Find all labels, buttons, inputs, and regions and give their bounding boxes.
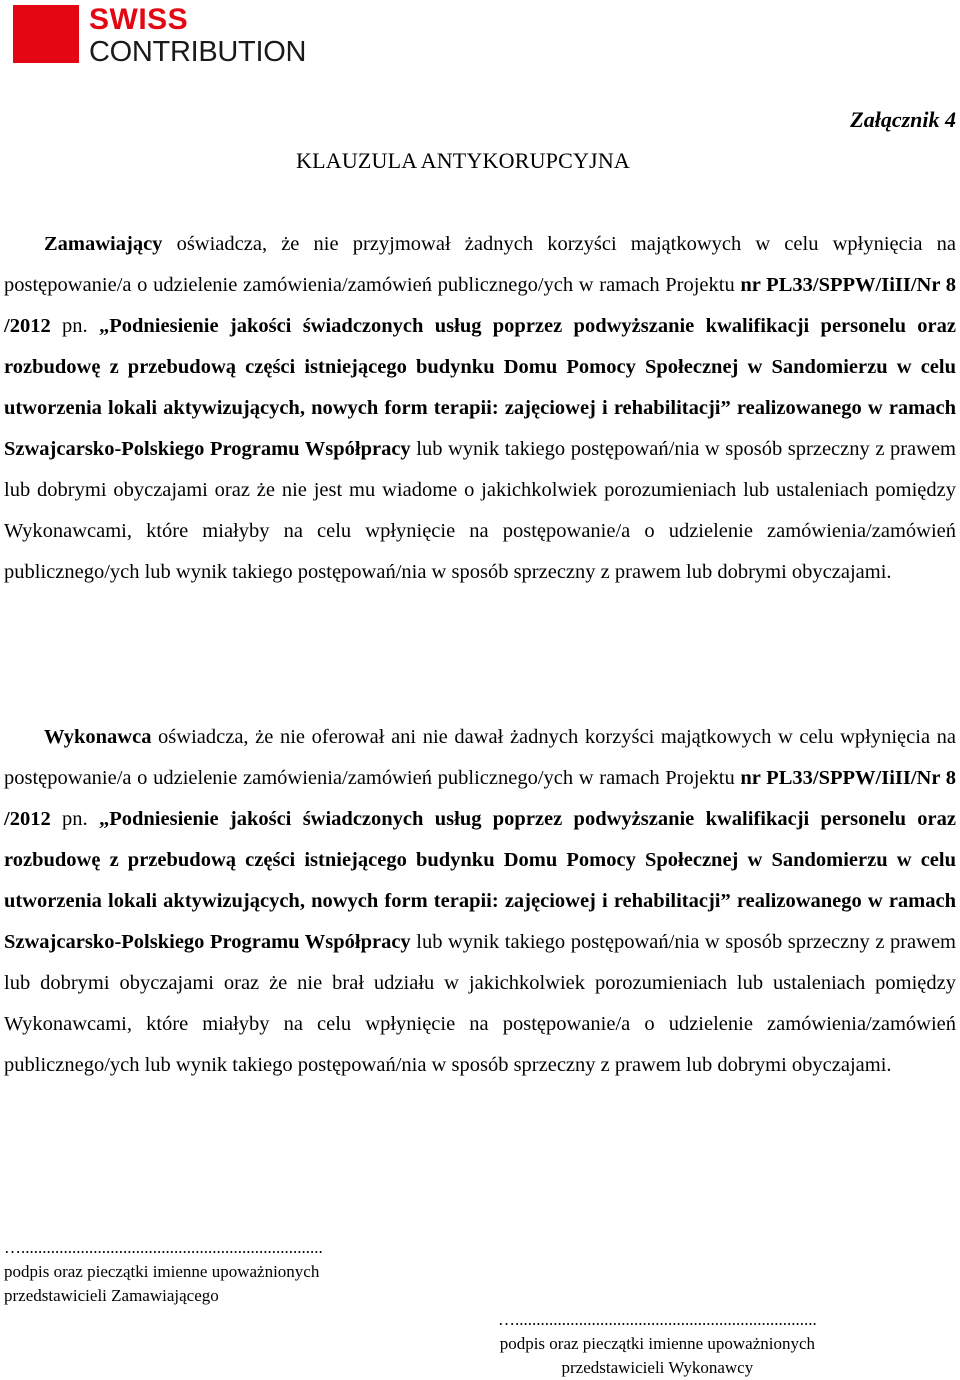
signature-caption: przedstawicieli Wykonawcy (561, 1358, 754, 1377)
paragraph-text: pn. (50, 315, 99, 337)
contractor-label: Wykonawca (44, 726, 152, 748)
client-declaration-paragraph (4, 224, 956, 593)
paragraph-text: oświadcza, że nie oferował ani nie dawał żadnych korzyści majątkowych w celu wpłynięcia na postępowanie/a o udzielenie zamówienia/zamówień publicznego/ych w ramach Projektu (4, 726, 956, 789)
document-title: KLAUZULA ANTYKORUPCYJNA (296, 148, 630, 173)
project-number: nr PL33/SPPW/IiII/Nr 8 /2012 (4, 274, 956, 337)
signature-caption: podpis oraz pieczątki imienne upoważnionych (499, 1334, 816, 1353)
paragraph-text: pn. (50, 808, 99, 830)
project-name: „Podniesienie jakości świadczonych usług poprzez podwyższanie kwalifikacji personelu oraz rozbudowę z przebudową części istniejącego budynku Domu Pomocy Społecznej w Sandomierzu w celu utworzenia lokali aktywizujących, nowych form terapii: zajęciowej i rehabilitacji” realizowanego w ramach Szwajcarsko-Polskiego Programu Współpracy (4, 315, 956, 460)
paragraph-text: lub wynik takiego postępowań/nia w sposób sprzeczny z prawem lub dobrymi obyczajami oraz że nie brał udziału w jakichkolwiek porozumieniach lub ustaleniach pomiędzy Wykonawcami, które miałyby na celu wpłynięcie na postępowanie/a o udzielenie zamówienia/zamówień publicznego/ych lub wynik takiego postępowań/nia w sposób sprzeczny z prawem lub dobrymi obyczajami. (4, 931, 956, 1076)
contractor-declaration-paragraph (4, 717, 956, 1086)
logo-text-contribution: CONTRIBUTION (89, 36, 307, 68)
swiss-contribution-logo (13, 3, 323, 67)
client-signature-block (4, 1236, 323, 1308)
signature-line: …....................................................................... (4, 1238, 323, 1257)
project-number: nr PL33/SPPW/IiII/Nr 8 /2012 (4, 767, 956, 830)
client-label: Zamawiający (44, 233, 163, 255)
paragraph-text: lub wynik takiego postępowań/nia w sposób sprzeczny z prawem lub dobrymi obyczajami oraz że nie jest mu wiadome o jakichkolwiek porozumieniach lub ustaleniach pomiędzy Wykonawcami, które miałyby na celu wpłynięcie na postępowanie/a o udzielenie zamówienia/zamówień publicznego/ych lub wynik takiego postępowań/nia w sposób sprzeczny z prawem lub dobrymi obyczajami. (4, 438, 956, 583)
contractor-signature-block (498, 1308, 817, 1380)
paragraph-text: oświadcza, że nie przyjmował żadnych korzyści majątkowych w celu wpłynięcia na postępowanie/a o udzielenie zamówienia/zamówień publicznego/ych w ramach Projektu (4, 233, 956, 296)
project-name: „Podniesienie jakości świadczonych usług poprzez podwyższanie kwalifikacji personelu oraz rozbudowę z przebudową części istniejącego budynku Domu Pomocy Społecznej w Sandomierzu w celu utworzenia lokali aktywizujących, nowych form terapii: zajęciowej i rehabilitacji” realizowanego w ramach Szwajcarsko-Polskiego Programu Współpracy (4, 808, 956, 953)
signature-caption: przedstawicieli Zamawiającego (4, 1286, 219, 1305)
signature-line: …....................................................................... (498, 1310, 817, 1329)
logo-red-square (13, 5, 79, 63)
signature-caption: podpis oraz pieczątki imienne upoważnionych (4, 1262, 320, 1281)
attachment-label: Załącznik 4 (850, 107, 956, 132)
logo-text-swiss: SWISS (89, 3, 189, 36)
